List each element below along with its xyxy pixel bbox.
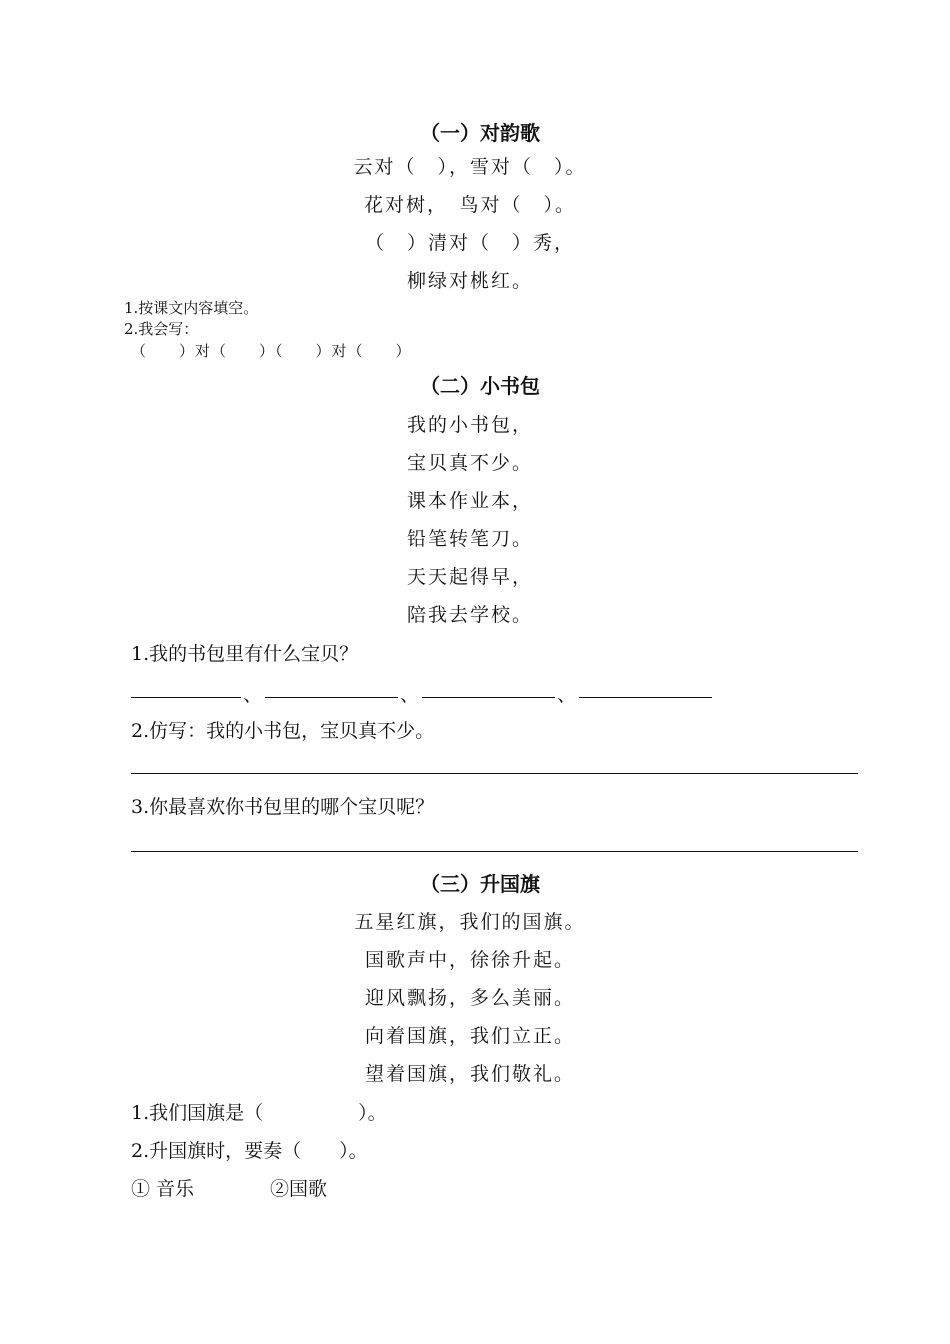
answer-line[interactable] bbox=[131, 697, 241, 698]
question-2: 2.我会写： bbox=[124, 320, 199, 338]
separator: 、 bbox=[243, 684, 263, 706]
poem-line: 天天起得早， bbox=[406, 566, 533, 588]
poem-line: 望着国旗，我们敬礼。 bbox=[364, 1063, 575, 1085]
answer-line[interactable] bbox=[131, 851, 858, 852]
separator: 、 bbox=[400, 684, 420, 706]
poem-line: 我的小书包， bbox=[406, 414, 533, 436]
poem-line: 迎风飘扬，多么美丽。 bbox=[364, 987, 575, 1009]
section-3-title: （三）升国旗 bbox=[420, 872, 540, 896]
poem-line: 课本作业本， bbox=[406, 490, 533, 512]
option-1: ① 音乐 bbox=[131, 1178, 195, 1200]
answer-blanks: （ ）对（ ）（ ）对（ ） bbox=[131, 342, 412, 360]
poem-line: （ ）清对（ ）秀， bbox=[364, 232, 575, 254]
poem-line: 铅笔转笔刀。 bbox=[406, 528, 533, 550]
answer-line[interactable] bbox=[422, 697, 555, 698]
question-3: 3.你最喜欢你书包里的哪个宝贝呢？ bbox=[131, 796, 435, 818]
separator: 、 bbox=[557, 684, 577, 706]
poem-line: 陪我去学校。 bbox=[406, 604, 533, 626]
question-2: 2.仿写：我的小书包，宝贝真不少。 bbox=[131, 720, 435, 742]
poem-line: 宝贝真不少。 bbox=[406, 452, 533, 474]
section-2-title: （二）小书包 bbox=[420, 374, 540, 398]
answer-line[interactable] bbox=[265, 697, 398, 698]
poem-line: 向着国旗，我们立正。 bbox=[364, 1025, 575, 1047]
poem-line: 国歌声中，徐徐升起。 bbox=[364, 949, 575, 971]
question-1: 1.按课文内容填空。 bbox=[124, 299, 259, 317]
poem-line: 五星红旗，我们的国旗。 bbox=[354, 911, 586, 933]
question-1: 1.我们国旗是（ ）。 bbox=[131, 1102, 387, 1124]
question-1: 1.我的书包里有什么宝贝？ bbox=[131, 643, 359, 665]
section-1-title: （一）对韵歌 bbox=[420, 121, 540, 145]
poem-line: 花对树， 鸟对（ ）。 bbox=[363, 194, 576, 216]
poem-line: 云对（ ），雪对（ ）。 bbox=[353, 156, 587, 178]
answer-line[interactable] bbox=[131, 773, 858, 774]
option-2: ②国歌 bbox=[270, 1178, 328, 1200]
question-2: 2.升国旗时，要奏（ ）。 bbox=[131, 1140, 368, 1162]
answer-line[interactable] bbox=[579, 697, 712, 698]
poem-line: 柳绿对桃红。 bbox=[406, 270, 533, 292]
